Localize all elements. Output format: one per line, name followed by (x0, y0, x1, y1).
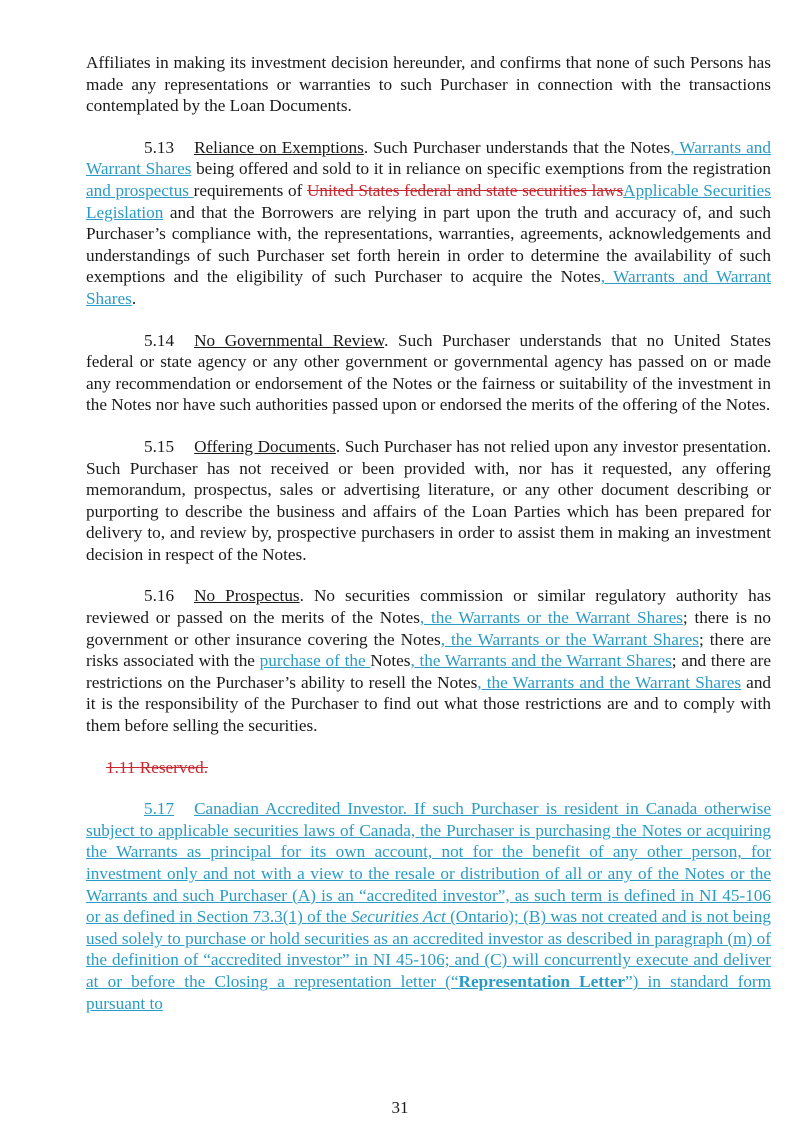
defined-term: Representation Letter (458, 971, 625, 991)
inserted-text: , the Warrants and the Warrant Shares (410, 651, 672, 671)
section-number: 5.15 (144, 436, 175, 456)
inserted-text: , Warrants and Warrant Shares (86, 137, 771, 179)
section-heading: Canadian Accredited Investor. (194, 799, 408, 819)
deleted-section-number: 1.11 (106, 757, 136, 777)
deleted-section-label: Reserved. (139, 757, 208, 777)
deleted-section-reserved (86, 757, 771, 779)
section-heading: No Prospectus (194, 586, 300, 606)
section-heading: No Governmental Review (194, 330, 385, 350)
section-5-17: 5.17 Canadian Accredited Investor. If such Purchaser is resident in Canada otherwise subject to applicable securities laws of Canada, the Purchaser is purchasing the Notes or acquiring the Warrants as principal for its own account, not for the benefit of any other person, for investment only and not with a view to the resale or distribution of all or any of the Notes or the Warrants and such Purchaser (A) is an “accredited investor”, as such term is defined in NI 45-106 or as defined in Section 73.3(1) of the Securities Act (Ontario); (B) was not created and is not being used solely to purchase or hold securities as an accredited investor as described in paragraph (m) of the definition of “accredited investor” in NI 45-106; and (C) will concurrently execute and deliver at or before the Closing a representation letter (“Representation Letter”) in standard form pursuant to (86, 799, 772, 1013)
inserted-text: , the Warrants or the Warrant Shares (419, 608, 683, 628)
deleted-text: United States federal and state securities laws (306, 180, 624, 200)
section-5-13: 5.13 Reliance on Exemptions. Such Purchaser understands that the Notes, Warrants and Warrant Shares being offered and sold to it in reliance on specific exemptions from the registration and prospectus requirements of United States federal and state securities lawsApplicable Securities Legislation and that the Borrowers are relying in part upon the truth and accuracy of, and such Purchaser’s compliance with, the representations, warranties, agreements, acknowledgements and understandings of such Purchaser set forth herein in order to determine the availability of such exemptions and the eligibility of such Purchaser to acquire the Notes, Warrants and Warrant Shares. (86, 137, 771, 308)
section-5-15: 5.15 Offering Documents. Such Purchaser has not relied upon any investor presentation. Such Purchaser has not received or been provided with, nor has it requested, any offering memorandum, prospectus, sales or advertising literature, or any other document describing or purporting to describe the business and affairs of the Loan Parties which has been prepared for delivery to, and review by, prospective purchasers in order to assist them in making an investment decision in respect of the Notes. (86, 436, 771, 564)
section-number: 5.13 (144, 137, 175, 157)
section-5-16: 5.16 No Prospectus. No securities commission or similar regulatory authority has reviewed or passed on the merits of the Notes, the Warrants or the Warrant Shares; there is no government or other insurance covering the Notes, the Warrants or the Warrant Shares; there are risks associated with the purchase of the Notes, the Warrants and the Warrant Shares; and there are restrictions on the Purchaser’s ability to resell the Notes, the Warrants and the Warrant Shares and it is the responsibility of the Purchaser to find out what those restrictions are and to comply with them before selling the securities. (86, 586, 772, 736)
page-number: 31 (391, 1098, 409, 1117)
inserted-text: , Warrants and Warrant Shares (86, 267, 771, 308)
section-number: 5.17 (144, 799, 175, 819)
document-page (86, 52, 771, 1034)
paragraph-continuation: Affiliates in making its investment decision hereunder, and confirms that none of such Persons has made any representations or warranties to such Purchaser in connection with the transactions contemplated by the Loan Documents. (86, 53, 771, 116)
section-number: 5.14 (144, 330, 175, 350)
act-name: Securities Act (351, 907, 446, 927)
inserted-text: , the Warrants and the Warrant Shares (477, 672, 742, 692)
inserted-text: , the Warrants or the Warrant Shares (440, 629, 699, 649)
section-heading: Reliance on Exemptions (194, 137, 364, 157)
section-number: 5.16 (144, 586, 175, 606)
inserted-text: purchase of the (259, 651, 371, 671)
section-5-14: 5.14 No Governmental Review. Such Purchaser understands that no United States federal or state agency or any other government or governmental agency has passed on or made any recommendation or endorsement of the Notes or the fairness or suitability of the investment in the Notes nor have such authorities passed upon or endorsed the merits of the offering of the Notes. (86, 330, 771, 415)
inserted-text: and prospectus (86, 180, 194, 200)
section-heading: Offering Documents (194, 436, 336, 456)
inserted-text: Applicable Securities Legislation (86, 180, 771, 222)
